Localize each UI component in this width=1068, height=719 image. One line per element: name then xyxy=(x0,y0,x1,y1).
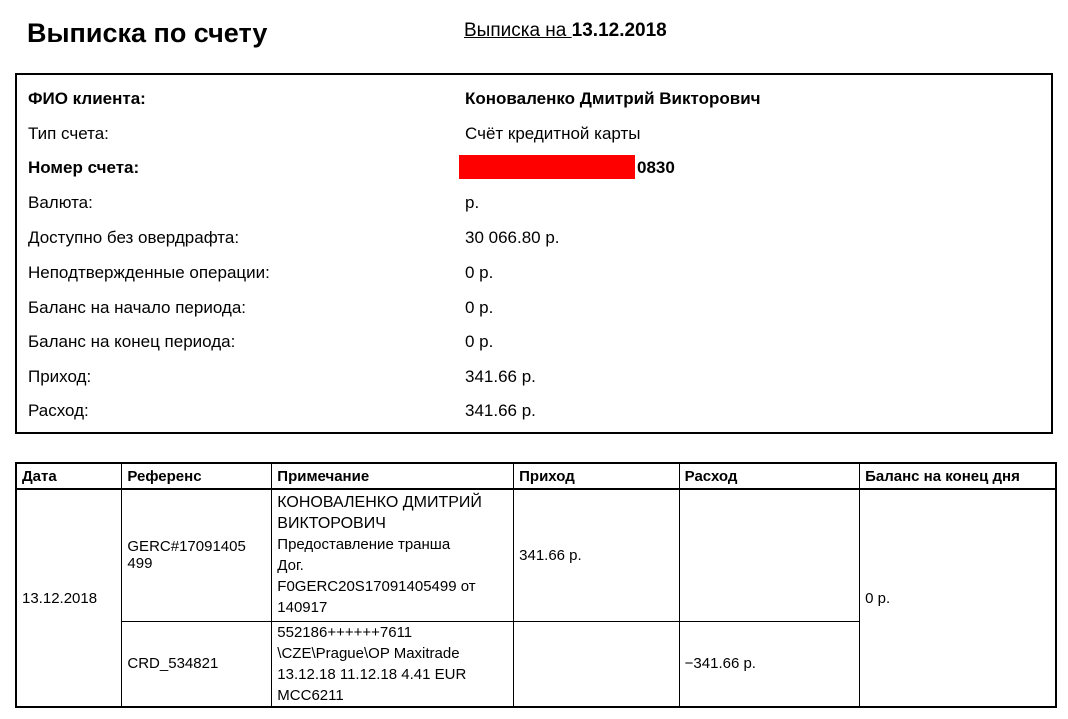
info-value: 0 р. xyxy=(465,263,494,282)
note-line: ВИКТОРОВИЧ xyxy=(277,515,386,533)
info-key: Тип счета: xyxy=(28,124,109,143)
info-key: Неподтвержденные операции: xyxy=(28,263,270,282)
cell-expense xyxy=(679,489,859,621)
note-line: 13.12.18 11.12.18 4.41 EUR xyxy=(277,665,467,683)
cell-income: 341.66 р. xyxy=(514,489,680,621)
transactions-table xyxy=(15,462,1057,708)
redaction-block xyxy=(459,155,635,179)
info-row-account-number xyxy=(28,153,1038,183)
info-value: 0 р. xyxy=(465,332,494,351)
cell-expense: −341.66 р. xyxy=(679,621,859,707)
cell-end-balance: 0 р. xyxy=(860,489,1056,707)
statement-date xyxy=(464,20,667,42)
info-value: 0 р. xyxy=(465,298,494,317)
account-number-suffix: 0830 xyxy=(637,158,675,177)
info-value: Коноваленко Дмитрий Викторович xyxy=(465,89,761,108)
note-line: \CZE\Prague\OP Maxitrade xyxy=(277,644,460,662)
info-row-client-name xyxy=(28,84,1038,114)
statement-date-label: Выписка на xyxy=(464,20,572,41)
reference-line: 499 xyxy=(127,555,153,573)
info-value: р. xyxy=(465,193,480,212)
table-row xyxy=(16,489,1056,621)
note-line: MCC6211 xyxy=(277,686,344,704)
info-row-expense xyxy=(28,396,1038,426)
column-header-note: Примечание xyxy=(272,463,514,489)
info-row-account-type xyxy=(28,119,1038,149)
info-row-end-balance xyxy=(28,327,1038,357)
info-value: 341.66 р. xyxy=(465,401,536,420)
column-header-end-balance: Баланс на конец дня xyxy=(860,463,1056,489)
account-info-box xyxy=(15,73,1053,434)
cell-note xyxy=(272,489,514,621)
column-header-expense: Расход xyxy=(679,463,859,489)
note-line: Дог. xyxy=(277,557,304,575)
column-header-income: Приход xyxy=(514,463,680,489)
note-line: Предоставление транша xyxy=(277,536,451,554)
info-row-unconfirmed xyxy=(28,258,1038,288)
reference-line: GERC#17091405 xyxy=(127,538,246,556)
table-header-row xyxy=(16,463,1056,489)
cell-date: 13.12.2018 xyxy=(16,489,122,707)
note-line: КОНОВАЛЕНКО ДМИТРИЙ xyxy=(277,494,482,512)
statement-title: Выписка по счету xyxy=(27,18,268,48)
cell-note xyxy=(272,621,514,707)
note-line: 140917 xyxy=(277,599,328,617)
info-value-account-number xyxy=(465,153,675,183)
info-key: Расход: xyxy=(28,401,89,420)
column-header-reference: Референс xyxy=(122,463,272,489)
info-row-available xyxy=(28,223,1038,253)
info-key: ФИО клиента: xyxy=(28,89,146,108)
info-key: Баланс на начало периода: xyxy=(28,298,247,317)
info-value: Счёт кредитной карты xyxy=(465,124,641,143)
note-line: F0GERC20S17091405499 от xyxy=(277,578,476,596)
info-key: Доступно без овердрафта: xyxy=(28,228,240,247)
column-header-date: Дата xyxy=(16,463,122,489)
info-value: 30 066.80 р. xyxy=(465,228,560,247)
cell-reference: CRD_534821 xyxy=(122,621,272,707)
note-line: 552186++++++7611 xyxy=(277,623,413,641)
info-value: 341.66 р. xyxy=(465,367,536,386)
info-key: Номер счета: xyxy=(28,158,140,177)
info-key: Баланс на конец периода: xyxy=(28,332,236,351)
info-key: Приход: xyxy=(28,367,92,386)
statement-date-value: 13.12.2018 xyxy=(571,20,667,41)
cell-income xyxy=(514,621,680,707)
info-key: Валюта: xyxy=(28,193,93,212)
cell-reference xyxy=(122,489,272,621)
info-row-currency xyxy=(28,188,1038,218)
info-row-income xyxy=(28,362,1038,392)
info-row-start-balance xyxy=(28,293,1038,323)
